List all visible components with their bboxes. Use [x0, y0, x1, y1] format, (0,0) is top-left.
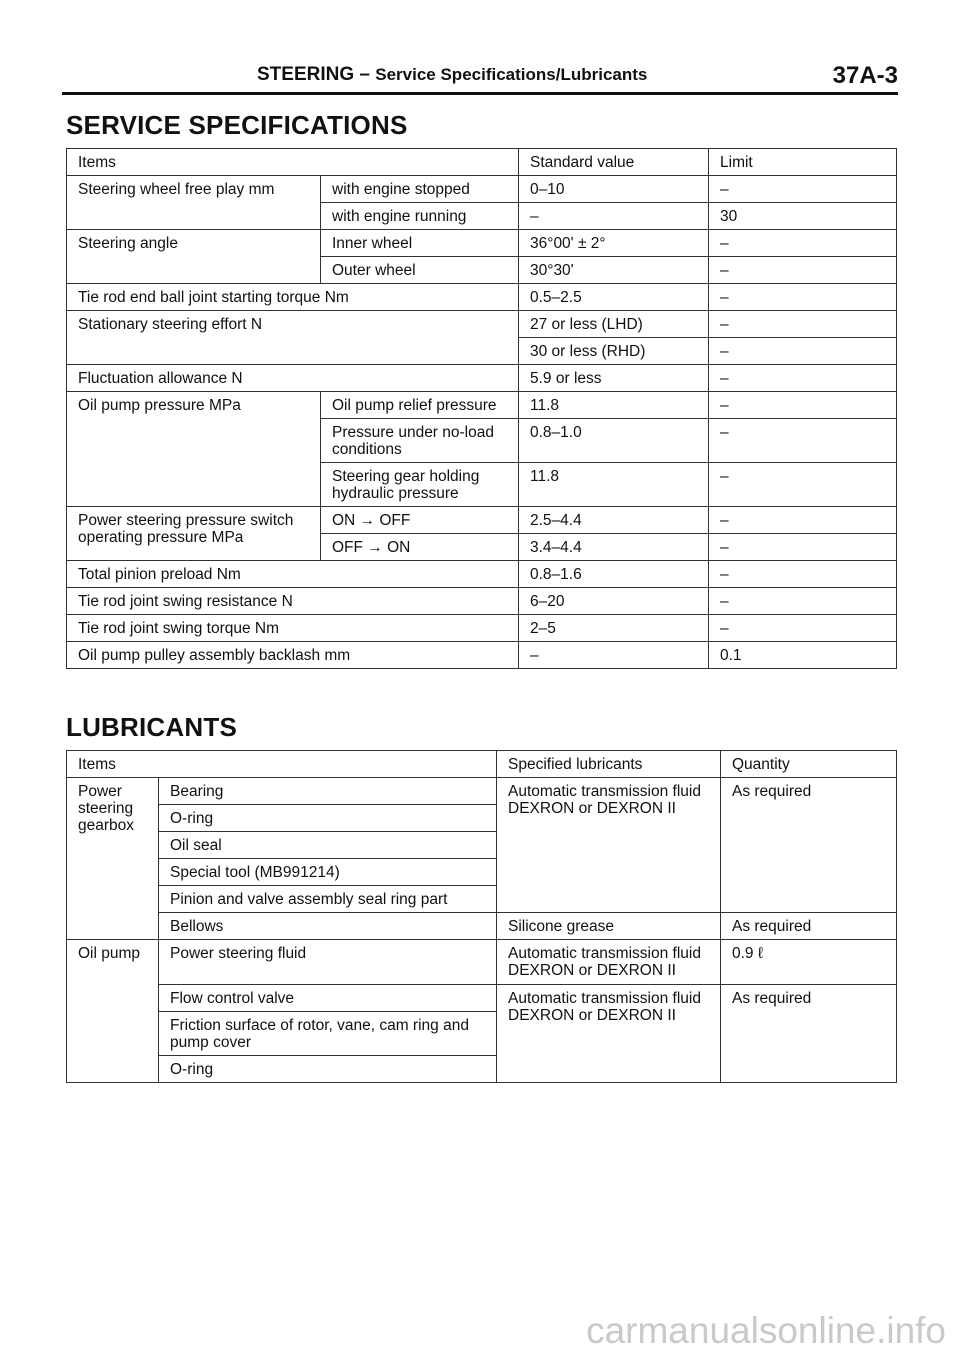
limit-cell: –: [709, 463, 897, 507]
table-header-row: [67, 149, 897, 176]
standard-cell: 0.5–2.5: [519, 284, 709, 311]
service-specifications-table: [66, 148, 897, 669]
part-cell: O-ring: [159, 1056, 497, 1083]
col-header-items: Items: [67, 751, 497, 778]
table-row: [67, 588, 897, 615]
table-row: [67, 176, 897, 203]
limit-cell: 30: [709, 203, 897, 230]
group-cell: Power steering gearbox: [67, 778, 159, 940]
limit-cell: –: [709, 392, 897, 419]
table-row: [67, 311, 897, 338]
standard-cell: 3.4–4.4: [519, 534, 709, 561]
quantity-cell: 0.9 ℓ: [721, 940, 897, 985]
page-number: 37A-3: [832, 62, 898, 89]
item-cell: Stationary steering effort N: [67, 311, 519, 365]
standard-cell: 27 or less (LHD): [519, 311, 709, 338]
table-row: [67, 284, 897, 311]
standard-cell: –: [519, 203, 709, 230]
col-header-lubricant: Specified lubricants: [497, 751, 721, 778]
item-cell: Oil pump pulley assembly backlash mm: [67, 642, 519, 669]
limit-cell: –: [709, 615, 897, 642]
limit-cell: –: [709, 561, 897, 588]
condition-cell: Pressure under no-load conditions: [321, 419, 519, 463]
limit-cell: –: [709, 284, 897, 311]
limit-cell: –: [709, 534, 897, 561]
standard-cell: 11.8: [519, 463, 709, 507]
col-header-limit: Limit: [709, 149, 897, 176]
lubricant-cell: Silicone grease: [497, 913, 721, 940]
table-row: [67, 230, 897, 257]
standard-cell: 36°00' ± 2°: [519, 230, 709, 257]
page-title: [257, 64, 647, 86]
table-row: [67, 507, 897, 534]
standard-cell: 0–10: [519, 176, 709, 203]
standard-cell: 2–5: [519, 615, 709, 642]
item-cell: Steering angle: [67, 230, 321, 284]
limit-cell: –: [709, 365, 897, 392]
col-header-standard: Standard value: [519, 149, 709, 176]
condition-cell: ON → OFF: [321, 507, 519, 534]
standard-cell: 5.9 or less: [519, 365, 709, 392]
limit-cell: 0.1: [709, 642, 897, 669]
part-cell: Special tool (MB991214): [159, 859, 497, 886]
table-row: [67, 615, 897, 642]
table-row: [67, 561, 897, 588]
title-sub: Service Specifications/Lubricants: [375, 65, 648, 84]
limit-cell: –: [709, 507, 897, 534]
lubricant-cell: Automatic transmission fluid DEXRON or DEXRON II: [497, 940, 721, 985]
lubricant-cell: Automatic transmission fluid DEXRON or DEXRON II: [497, 778, 721, 913]
group-cell: Oil pump: [67, 940, 159, 1083]
condition-cell: with engine stopped: [321, 176, 519, 203]
table-row: [67, 365, 897, 392]
item-cell: Power steering pressure switch operating pressure MPa: [67, 507, 321, 561]
limit-cell: –: [709, 588, 897, 615]
condition-cell: with engine running: [321, 203, 519, 230]
table-row: [67, 913, 897, 940]
item-cell: Tie rod end ball joint starting torque Nm: [67, 284, 519, 311]
table-header-row: [67, 751, 897, 778]
limit-cell: –: [709, 257, 897, 284]
table-row: [67, 985, 897, 1012]
standard-cell: 30 or less (RHD): [519, 338, 709, 365]
item-cell: Fluctuation allowance N: [67, 365, 519, 392]
item-cell: Tie rod joint swing torque Nm: [67, 615, 519, 642]
standard-cell: 0.8–1.0: [519, 419, 709, 463]
watermark: carmanualsonline.info: [586, 1310, 946, 1351]
quantity-cell: As required: [721, 778, 897, 913]
title-sep: –: [354, 64, 376, 85]
page-header: [62, 62, 898, 95]
item-cell: Oil pump pressure MPa: [67, 392, 321, 507]
quantity-cell: As required: [721, 913, 897, 940]
item-cell: Total pinion preload Nm: [67, 561, 519, 588]
service-specifications-heading: SERVICE SPECIFICATIONS: [66, 110, 408, 140]
part-cell: Bearing: [159, 778, 497, 805]
part-cell: Bellows: [159, 913, 497, 940]
part-cell: Friction surface of rotor, vane, cam ring and pump cover: [159, 1012, 497, 1056]
standard-cell: 2.5–4.4: [519, 507, 709, 534]
col-header-quantity: Quantity: [721, 751, 897, 778]
lubricants-heading: LUBRICANTS: [66, 712, 237, 742]
standard-cell: –: [519, 642, 709, 669]
condition-cell: Oil pump relief pressure: [321, 392, 519, 419]
standard-cell: 11.8: [519, 392, 709, 419]
table-row: [67, 778, 897, 805]
table-row: [67, 642, 897, 669]
standard-cell: 6–20: [519, 588, 709, 615]
limit-cell: –: [709, 176, 897, 203]
item-cell: Steering wheel free play mm: [67, 176, 321, 230]
part-cell: Pinion and valve assembly seal ring part: [159, 886, 497, 913]
lubricant-cell: Automatic transmission fluid DEXRON or DEXRON II: [497, 985, 721, 1083]
part-cell: Flow control valve: [159, 985, 497, 1012]
quantity-cell: As required: [721, 985, 897, 1083]
title-main: STEERING: [257, 64, 355, 85]
condition-cell: Inner wheel: [321, 230, 519, 257]
col-header-items: Items: [67, 149, 519, 176]
part-cell: O-ring: [159, 805, 497, 832]
condition-cell: Steering gear holding hydraulic pressure: [321, 463, 519, 507]
condition-cell: OFF → ON: [321, 534, 519, 561]
standard-cell: 30°30': [519, 257, 709, 284]
limit-cell: –: [709, 230, 897, 257]
limit-cell: –: [709, 311, 897, 338]
table-row: [67, 392, 897, 419]
standard-cell: 0.8–1.6: [519, 561, 709, 588]
item-cell: Tie rod joint swing resistance N: [67, 588, 519, 615]
part-cell: Oil seal: [159, 832, 497, 859]
limit-cell: –: [709, 419, 897, 463]
table-row: [67, 940, 897, 985]
part-cell: Power steering fluid: [159, 940, 497, 985]
limit-cell: –: [709, 338, 897, 365]
lubricants-table: [66, 750, 897, 1083]
condition-cell: Outer wheel: [321, 257, 519, 284]
